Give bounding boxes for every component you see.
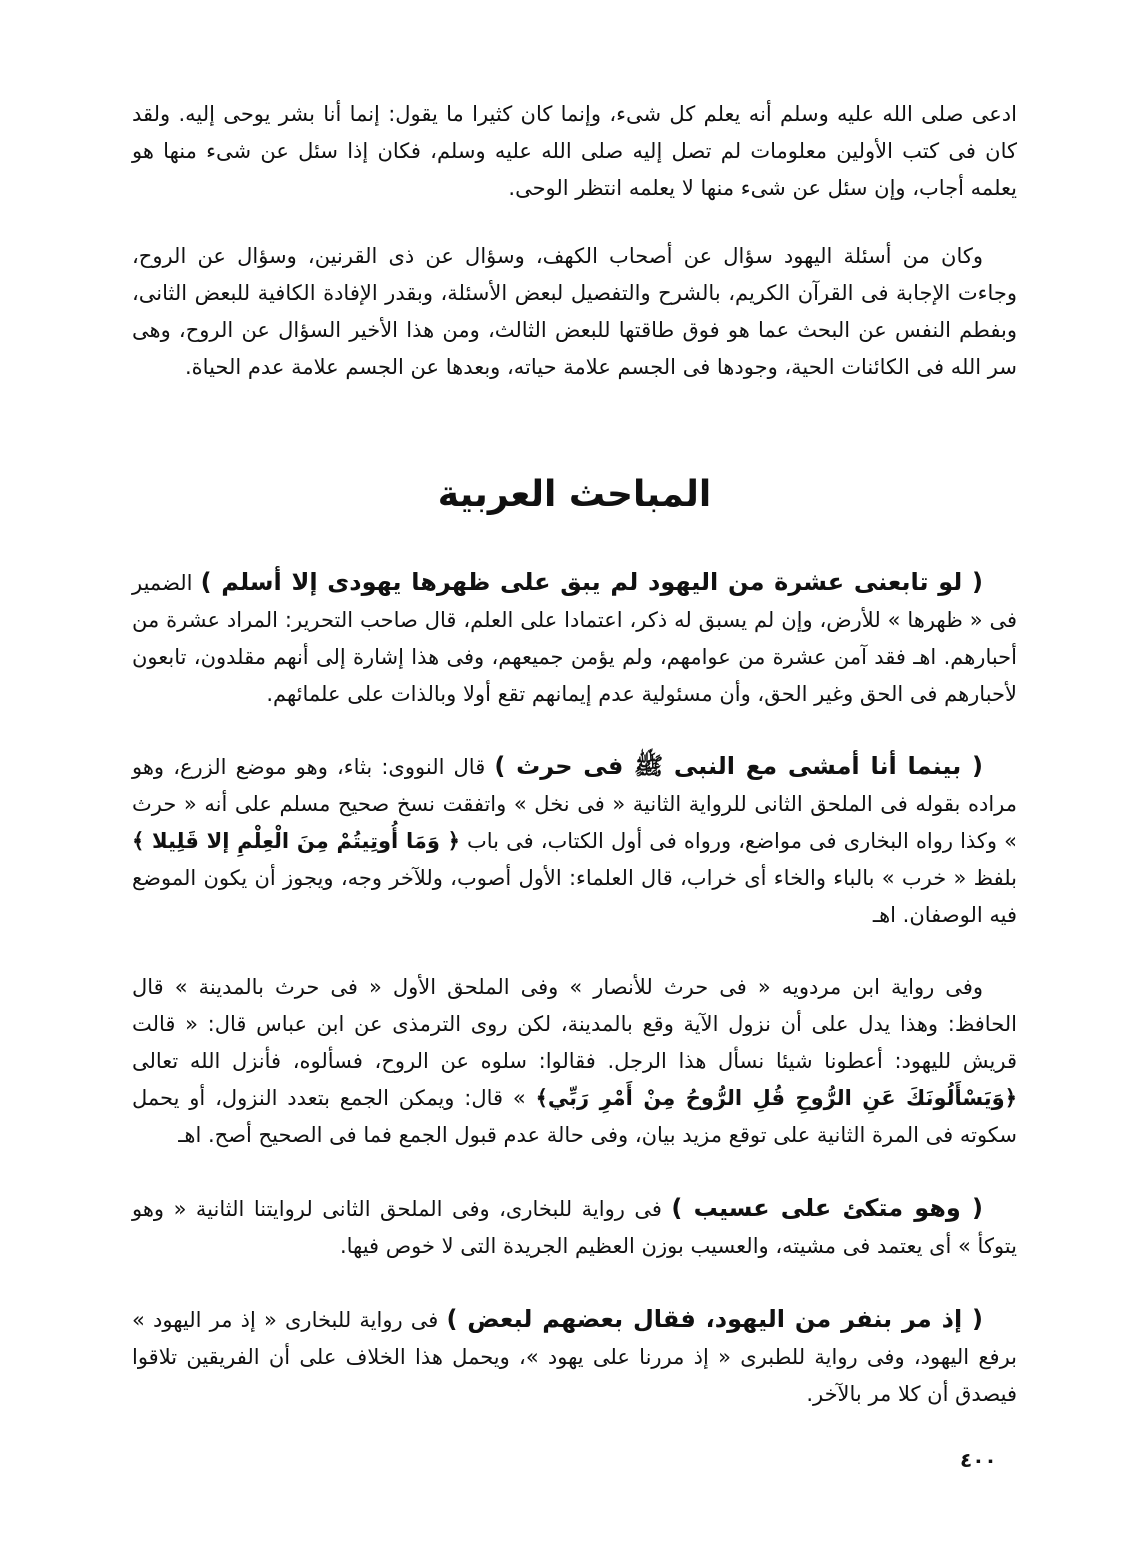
paragraph-text: » قال: ويمكن الجمع بتعدد النزول، أو يحمل سكوته فى المرة الثانية على توقع مزيد بيان، وفى حالة عدم قبول الجمع فما فى الصحيح أصح. اهـ xyxy=(132,1086,1017,1147)
paragraph-text: فى رواية للبخارى، وفى الملحق الثانى لروايتنا الثانية « وهو يتوكأ » أى يعتمد فى مشيته، والعسيب بوزن العظيم الجريدة التى لا خوص فيها. xyxy=(132,1197,1017,1258)
quran-verse: ﴿وَيَسْأَلُونَكَ عَنِ الرُّوحِ قُلِ الرُّوحُ مِنْ أَمْرِ رَبِّي﴾ xyxy=(535,1086,1018,1110)
paragraph-questions xyxy=(132,238,1017,386)
paragraph-text: فى رواية للبخارى « إذ مر اليهود » برفع اليهود، وفى رواية للطبرى « إذ مررنا على يهود »، ويحمل هذا الخلاف على أن الفريقين تلاقوا فيصدق أن كلا مر بالآخر. xyxy=(132,1308,1017,1406)
paragraph-text: وفى رواية ابن مردويه « فى حرث للأنصار » وفى الملحق الأول « فى حرث بالمدينة » قال الحافظ: وهذا يدل على أن نزول الآية وقع بالمدينة، لكن روى الترمذى عن ابن عباس قال: « قالت قريش لليهود: أعطونا شيئا نسأل هذا الرجل. فقالوا: سلوه عن الروح، فسألوه، فأنزل الله تعالى xyxy=(132,975,1017,1073)
lead-phrase: ( وهو متكئ على عسيب ) xyxy=(671,1194,983,1222)
paragraph-text: الضمير فى « ظهرها » للأرض، وإن لم يسبق له ذكر، اعتمادا على العلم، قال صاحب التحرير: المراد عشرة من أحبارهم. اهـ فقد آمن عشرة من عوامهم، ولم يؤمن جميعهم، وفى هذا إشارة إلى أنهم مقلدون، تابعون لأحبارهم فى الحق وغير الحق، وأن مسئولية عدم إيمانهم تقع أولا وبالذات على علمائهم. xyxy=(132,571,1017,706)
paragraph-ten-jews xyxy=(132,564,1017,713)
lead-phrase: ( بينما أنا أمشى مع النبى ﷺ فى حرث ) xyxy=(494,752,983,780)
paragraph-text: بلفظ « خرب » بالباء والخاء أى خراب، قال العلماء: الأول أصوب، وللآخر وجه، ويجوز أن يكون الموضع فيه الوصفان. اهـ xyxy=(132,866,1017,927)
page-number: ٤٠٠ xyxy=(960,1448,997,1472)
section-heading: المباحث العربية xyxy=(437,474,712,515)
paragraph-asib xyxy=(132,1190,1017,1265)
paragraph-text: قال النووى: بثاء، وهو موضع الزرع، وهو مراده بقوله فى الملحق الثانى للرواية الثانية « فى نخل » واتفقت نسخ صحيح مسلم على أنه « حرث » وكذا رواه البخارى فى مواضع، ورواه فى أول الكتاب، فى باب xyxy=(132,755,1017,853)
quran-verse: ﴿ وَمَا أُوتِيتُمْ مِنَ الْعِلْمِ إلا قَلِيلا ﴾ xyxy=(132,829,460,853)
paragraph-continuation xyxy=(132,96,1017,207)
paragraph-text: وكان من أسئلة اليهود سؤال عن أصحاب الكهف، وسؤال عن ذى القرنين، وسؤال عن الروح، وجاءت الإجابة فى القرآن الكريم، بالشرح والتفصيل لبعض الأسئلة، وبقدر الإفادة الكافية للبعض الثانى، وبفطم النفس عن البحث عما هو فوق طاقتها للبعض الثالث، ومن هذا الأخير السؤال عن الروح، وهى سر الله فى الكائنات الحية، وجودها فى الجسم علامة حياته، وبعدها عن الجسم علامة عدم الحياة. xyxy=(132,244,1017,379)
paragraph-text: ادعى صلى الله عليه وسلم أنه يعلم كل شىء، وإنما كان كثيرا ما يقول: إنما أنا بشر يوحى إليه. ولقد كان فى كتب الأولين معلومات لم تصل إليه صلى الله عليه وسلم، فكان إذا سئل عن شىء منها هو يعلمه أجاب، وإن سئل عن شىء منها لا يعلمه انتظر الوحى. xyxy=(132,102,1017,200)
paragraph-nafar xyxy=(132,1301,1017,1413)
paragraph-ibn-mardawayh xyxy=(132,969,1017,1154)
lead-phrase: ( إذ مر بنفر من اليهود، فقال بعضهم لبعض ) xyxy=(446,1305,983,1333)
lead-phrase: ( لو تابعنى عشرة من اليهود لم يبق على ظهرها يهودى إلا أسلم ) xyxy=(200,568,983,596)
paragraph-harth xyxy=(132,748,1017,934)
